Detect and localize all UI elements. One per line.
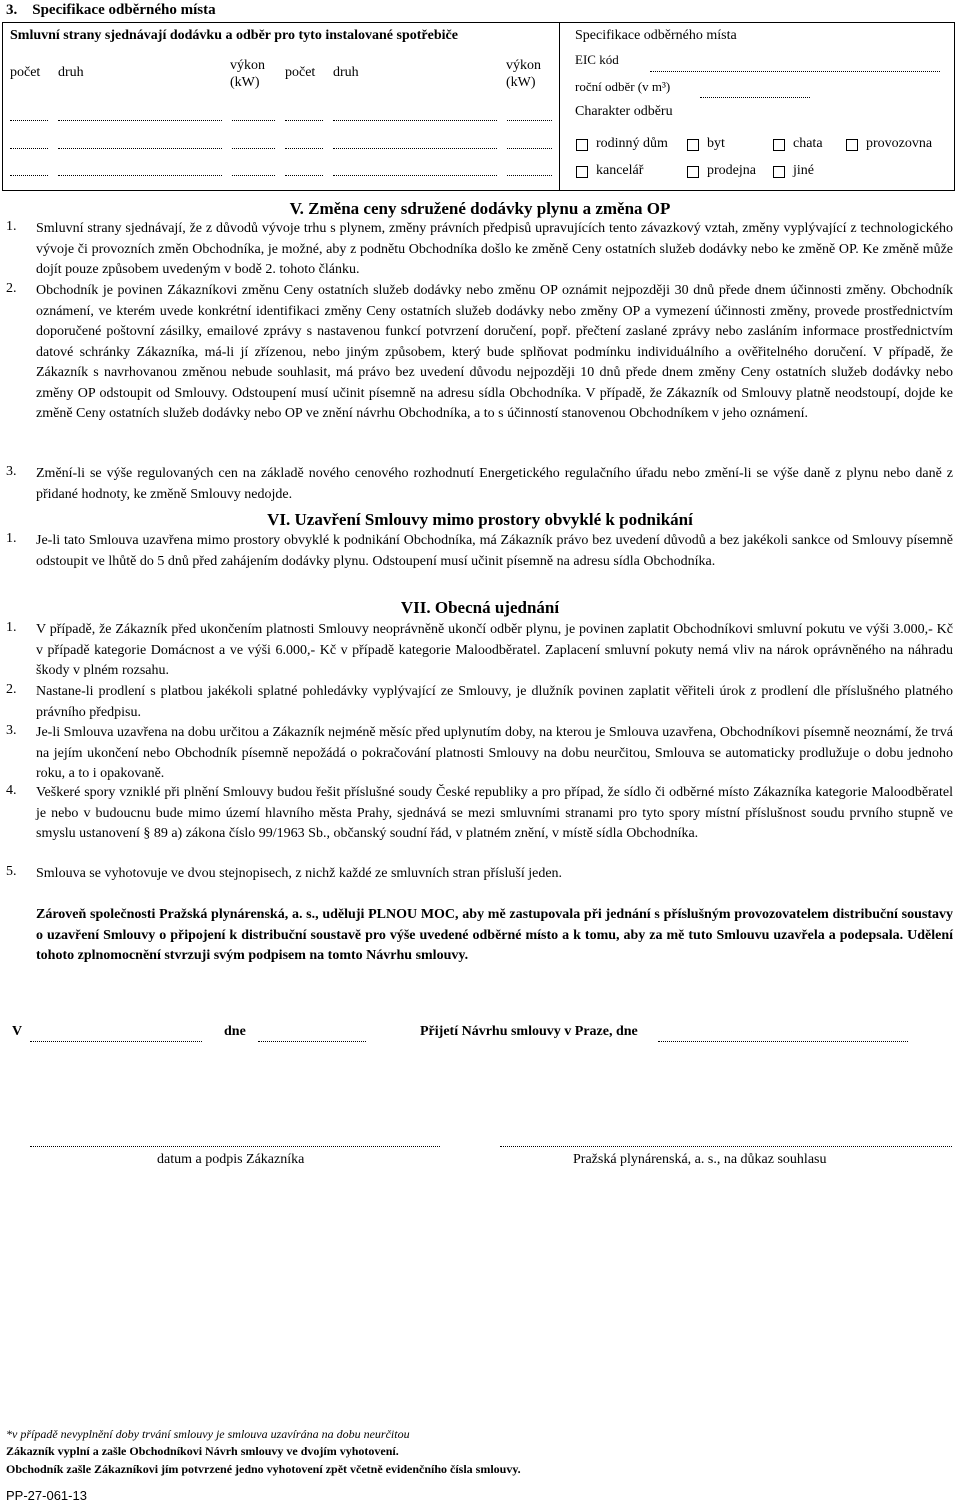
col-pocet-2: počet: [285, 65, 316, 80]
col-pocet-1: počet: [10, 65, 41, 80]
eic-label: EIC kód: [575, 52, 619, 67]
row2-vykon[interactable]: [232, 148, 275, 149]
row2-druh2[interactable]: [333, 148, 497, 149]
section-vii-p1: V případě, že Zákazník před ukončením platnosti Smlouvy neoprávněně ukončí odběr plynu, je povinen zaplatit Obchodníkovi smluvní pokutu ve výši 3.000,- Kč v případě kategorie Domácnost a ve výši 6.000,- Kč v případě kategorie Maloodběratel. Zaplacení smluvní pokuty nemá vliv na nárok oprávněného na náhradu škody v plném rozsahu.: [36, 622, 953, 678]
character-label: Charakter odběru: [575, 104, 673, 119]
row2-druh[interactable]: [58, 148, 222, 149]
checkbox-byt[interactable]: [687, 139, 699, 151]
section-v-p1-num: 1.: [6, 219, 17, 234]
label-kancelar: kancelář: [596, 163, 644, 178]
section-v-p1: Smluvní strany sjednávají, že z důvodů vývoje trhu s plynem, změny právních předpisů upravujících tento závazkový vztah, změny vyplývající z technologického vývoje či provozních změn Obchodníka, je možné, aby z podnětu Obchodníka došlo ke změně Ceny ostatních služeb dodávky nebo ke změně OP. Ke změně může dojít pouze způsobem uvedeným v bodě 2. tohoto článku.: [36, 221, 953, 277]
section-vii-p2-num: 2.: [6, 682, 17, 697]
footnote-1: *v případě nevyplnění doby trvání smlouvy je smlouva uzavírána na dobu neurčitou: [6, 1427, 410, 1441]
section-v-p2: Obchodník je povinen Zákazníkovi změnu Ceny ostatních služeb dodávky nebo změnu OP oznámit nejpozději 30 dnů přede dnem účinnosti změny. Obchodník oznámení, ve kterém uvede konkrétní identifikaci změny Ceny ostatních služeb dodávky nebo změny OP a vymezení účinnosti změny, provede prostřednictvím doporučené poštovní zásilky, emailové zprávy s nastavenou funkcí potvrzení doručení, popř. přečtení zaslané zprávy nebo zasláním informace prostřednictvím datové schránky Zákazníka, má-li jí zřízenou, nebo jiným způsobem, který bude splňovat podmínku individuálního a ověřitelného doručení. V případě, že Zákazník s navrhovanou změnou nebude souhlasit, má právo bez uvedení důvodu nejpozději 10 dnů přede dnem změny Ceny ostatních služeb dodávky nebo změny OP odstoupit od Smlouvy. Odstoupení musí učinit písemně na adresu sídla Obchodníka. V případě, že Zákazník od Smlouvy platně neodstoupí, dojde ke změně Ceny ostatních služeb dodávky nebo OP ve znění návrhu Obchodníka, a to s účinností stanovenou Obchodníkem v jeho oznámení.: [36, 283, 953, 421]
section-vii-p1-num: 1.: [6, 620, 17, 635]
label-provozovna: provozovna: [866, 136, 933, 151]
date-label: dne: [224, 1024, 246, 1039]
section-vi-p1: Je-li tato Smlouva uzavřena mimo prostory obvyklé k podnikání Obchodníka, má Zákazník právo bez uvedení důvodů a bez jakékoli sankce od Smlouvy písemně odstoupit ve lhůtě do 5 dnů před zahájením dodávky plynu. Odstoupení musí učinit písemně na adresu sídla Obchodníka.: [36, 533, 953, 569]
section-vii-p5: Smlouva se vyhotovuje ve dvou stejnopisech, z nichž každé ze smluvních stran přísluší jeden.: [36, 866, 563, 881]
label-rodinny-dum: rodinný dům: [596, 136, 668, 151]
checkbox-chata[interactable]: [773, 139, 785, 151]
section-vii-p3: Je-li Smlouva uzavřena na dobu určitou a Zákazník nejméně měsíc před uplynutím doby, na kterou je Smlouva uzavřena, Obchodníkovi písemně neoznámí, že trvá na jejím ukončení nebo Obchodník písemně nepožádá o pokračování platnosti Smlouvy na dobu neurčitou, Smlouva se automaticky prodlužuje o dobu jednoho roku, a to i opakovaně.: [36, 725, 953, 781]
section-v-title: V. Změna ceny sdružené dodávky plynu a změna OP: [289, 199, 671, 218]
section-vii-p5-num: 5.: [6, 864, 17, 879]
annual-consumption-field[interactable]: [700, 97, 810, 98]
appliances-title: Smluvní strany sjednávají dodávku a odběr pro tyto instalované spotřebiče: [10, 28, 458, 43]
label-byt: byt: [707, 136, 725, 151]
acceptance-date-field[interactable]: [658, 1041, 908, 1042]
row3-pocet2[interactable]: [285, 175, 323, 176]
row2-vykon2[interactable]: [507, 148, 552, 149]
section-vi-p1-num: 1.: [6, 531, 17, 546]
section-vii-title: VII. Obecná ujednání: [400, 598, 560, 617]
checkbox-prodejna[interactable]: [687, 166, 699, 178]
label-chata: chata: [793, 136, 823, 151]
row3-druh[interactable]: [58, 175, 222, 176]
row2-pocet[interactable]: [10, 148, 48, 149]
section-3-heading: 3. Specifikace odběrného místa: [6, 2, 216, 18]
customer-signature-caption: datum a podpis Zákazníka: [157, 1152, 305, 1167]
row3-vykon2[interactable]: [507, 175, 552, 176]
row3-druh2[interactable]: [333, 175, 497, 176]
row1-vykon[interactable]: [232, 120, 275, 121]
spec-place-title: Specifikace odběrného místa: [575, 28, 737, 43]
footnote-3: Obchodník zašle Zákazníkovi jím potvrzené jedno vyhotovení zpět včetně evidenčního čísla smlouvy.: [6, 1462, 521, 1476]
eic-field[interactable]: [650, 71, 940, 72]
spec-box-divider: [559, 22, 560, 191]
section-vii-p2: Nastane-li prodlení s platbou jakékoli splatné pohledávky vyplývající ze Smlouvy, je dlužník povinen zaplatit věřiteli úrok z prodlení dle příslušného platného právního předpisu.: [36, 684, 953, 720]
label-prodejna: prodejna: [707, 163, 756, 178]
checkbox-provozovna[interactable]: [846, 139, 858, 151]
section-v-p3: Změní-li se výše regulovaných cen na základě nového cenového rozhodnutí Energetického regulačního úřadu nebo změní-li se výše daně z plynu nebo daně z přidané hodnoty, ke změně Smlouvy nedojde.: [36, 466, 953, 502]
customer-signature-line[interactable]: [30, 1146, 440, 1147]
row1-pocet[interactable]: [10, 120, 48, 121]
company-signature-line[interactable]: [500, 1146, 952, 1147]
row3-vykon[interactable]: [232, 175, 275, 176]
date-field[interactable]: [258, 1041, 366, 1042]
row1-druh2[interactable]: [333, 120, 497, 121]
row3-pocet[interactable]: [10, 175, 48, 176]
checkbox-jine[interactable]: [773, 166, 785, 178]
checkbox-rodinny-dum[interactable]: [576, 139, 588, 151]
col-druh-2: druh: [333, 65, 359, 80]
form-code: PP-27-061-13: [6, 1488, 87, 1503]
row1-druh[interactable]: [58, 120, 222, 121]
label-jine: jiné: [793, 163, 814, 178]
col-vykon-2: výkon (kW): [506, 58, 541, 90]
section-vii-p3-num: 3.: [6, 723, 17, 738]
place-label: V: [12, 1024, 23, 1039]
section-vii-p4: Veškeré spory vzniklé při plnění Smlouvy budou řešit příslušné soudy České republiky a pro případ, že sídlo či odběrné místo Zákazníka kategorie Maloodběratel je nebo v budoucnu bude mimo území hlavního města Prahy, sjednává se mezi smluvními stranami pro tyto spory místní příslušnost soudu prvního stupně ve smyslu ustanovení § 89 a) zákona číslo 99/1963 Sb., občanský soudní řád, v platném znění, v místě sídla Obchodníka.: [36, 785, 953, 841]
power-of-attorney: Zároveň společnosti Pražská plynárenská, a. s., uděluji PLNOU MOC, aby mě zastupovala při jednání s příslušným provozovatelem distribuční soustavy o uzavření Smlouvy o připojení k distribuční soustavě pro výše uvedené odběrné místo a k tomu, aby za mě tuto Smlouvu uzavřela a podepsala. Udělení tohoto zplnomocnění stvrzuji svým podpisem na tomto Návrhu smlouvy.: [36, 907, 953, 963]
section-v-p3-num: 3.: [6, 464, 17, 479]
col-vykon-1: výkon (kW): [230, 58, 265, 90]
col-druh-1: druh: [58, 65, 84, 80]
row2-pocet2[interactable]: [285, 148, 323, 149]
row1-vykon2[interactable]: [507, 120, 552, 121]
acceptance-label: Přijetí Návrhu smlouvy v Praze, dne: [420, 1024, 638, 1039]
company-signature-caption: Pražská plynárenská, a. s., na důkaz souhlasu: [573, 1152, 827, 1167]
row1-pocet2[interactable]: [285, 120, 323, 121]
annual-consumption-label: roční odběr (v m³): [575, 79, 671, 94]
section-vi-title: VI. Uzavření Smlouvy mimo prostory obvyklé k podnikání: [267, 510, 693, 529]
checkbox-kancelar[interactable]: [576, 166, 588, 178]
place-field[interactable]: [30, 1041, 202, 1042]
footnote-2: Zákazník vyplní a zašle Obchodníkovi Návrh smlouvy ve dvojím vyhotovení.: [6, 1444, 399, 1458]
section-vii-p4-num: 4.: [6, 783, 17, 798]
section-v-p2-num: 2.: [6, 281, 17, 296]
